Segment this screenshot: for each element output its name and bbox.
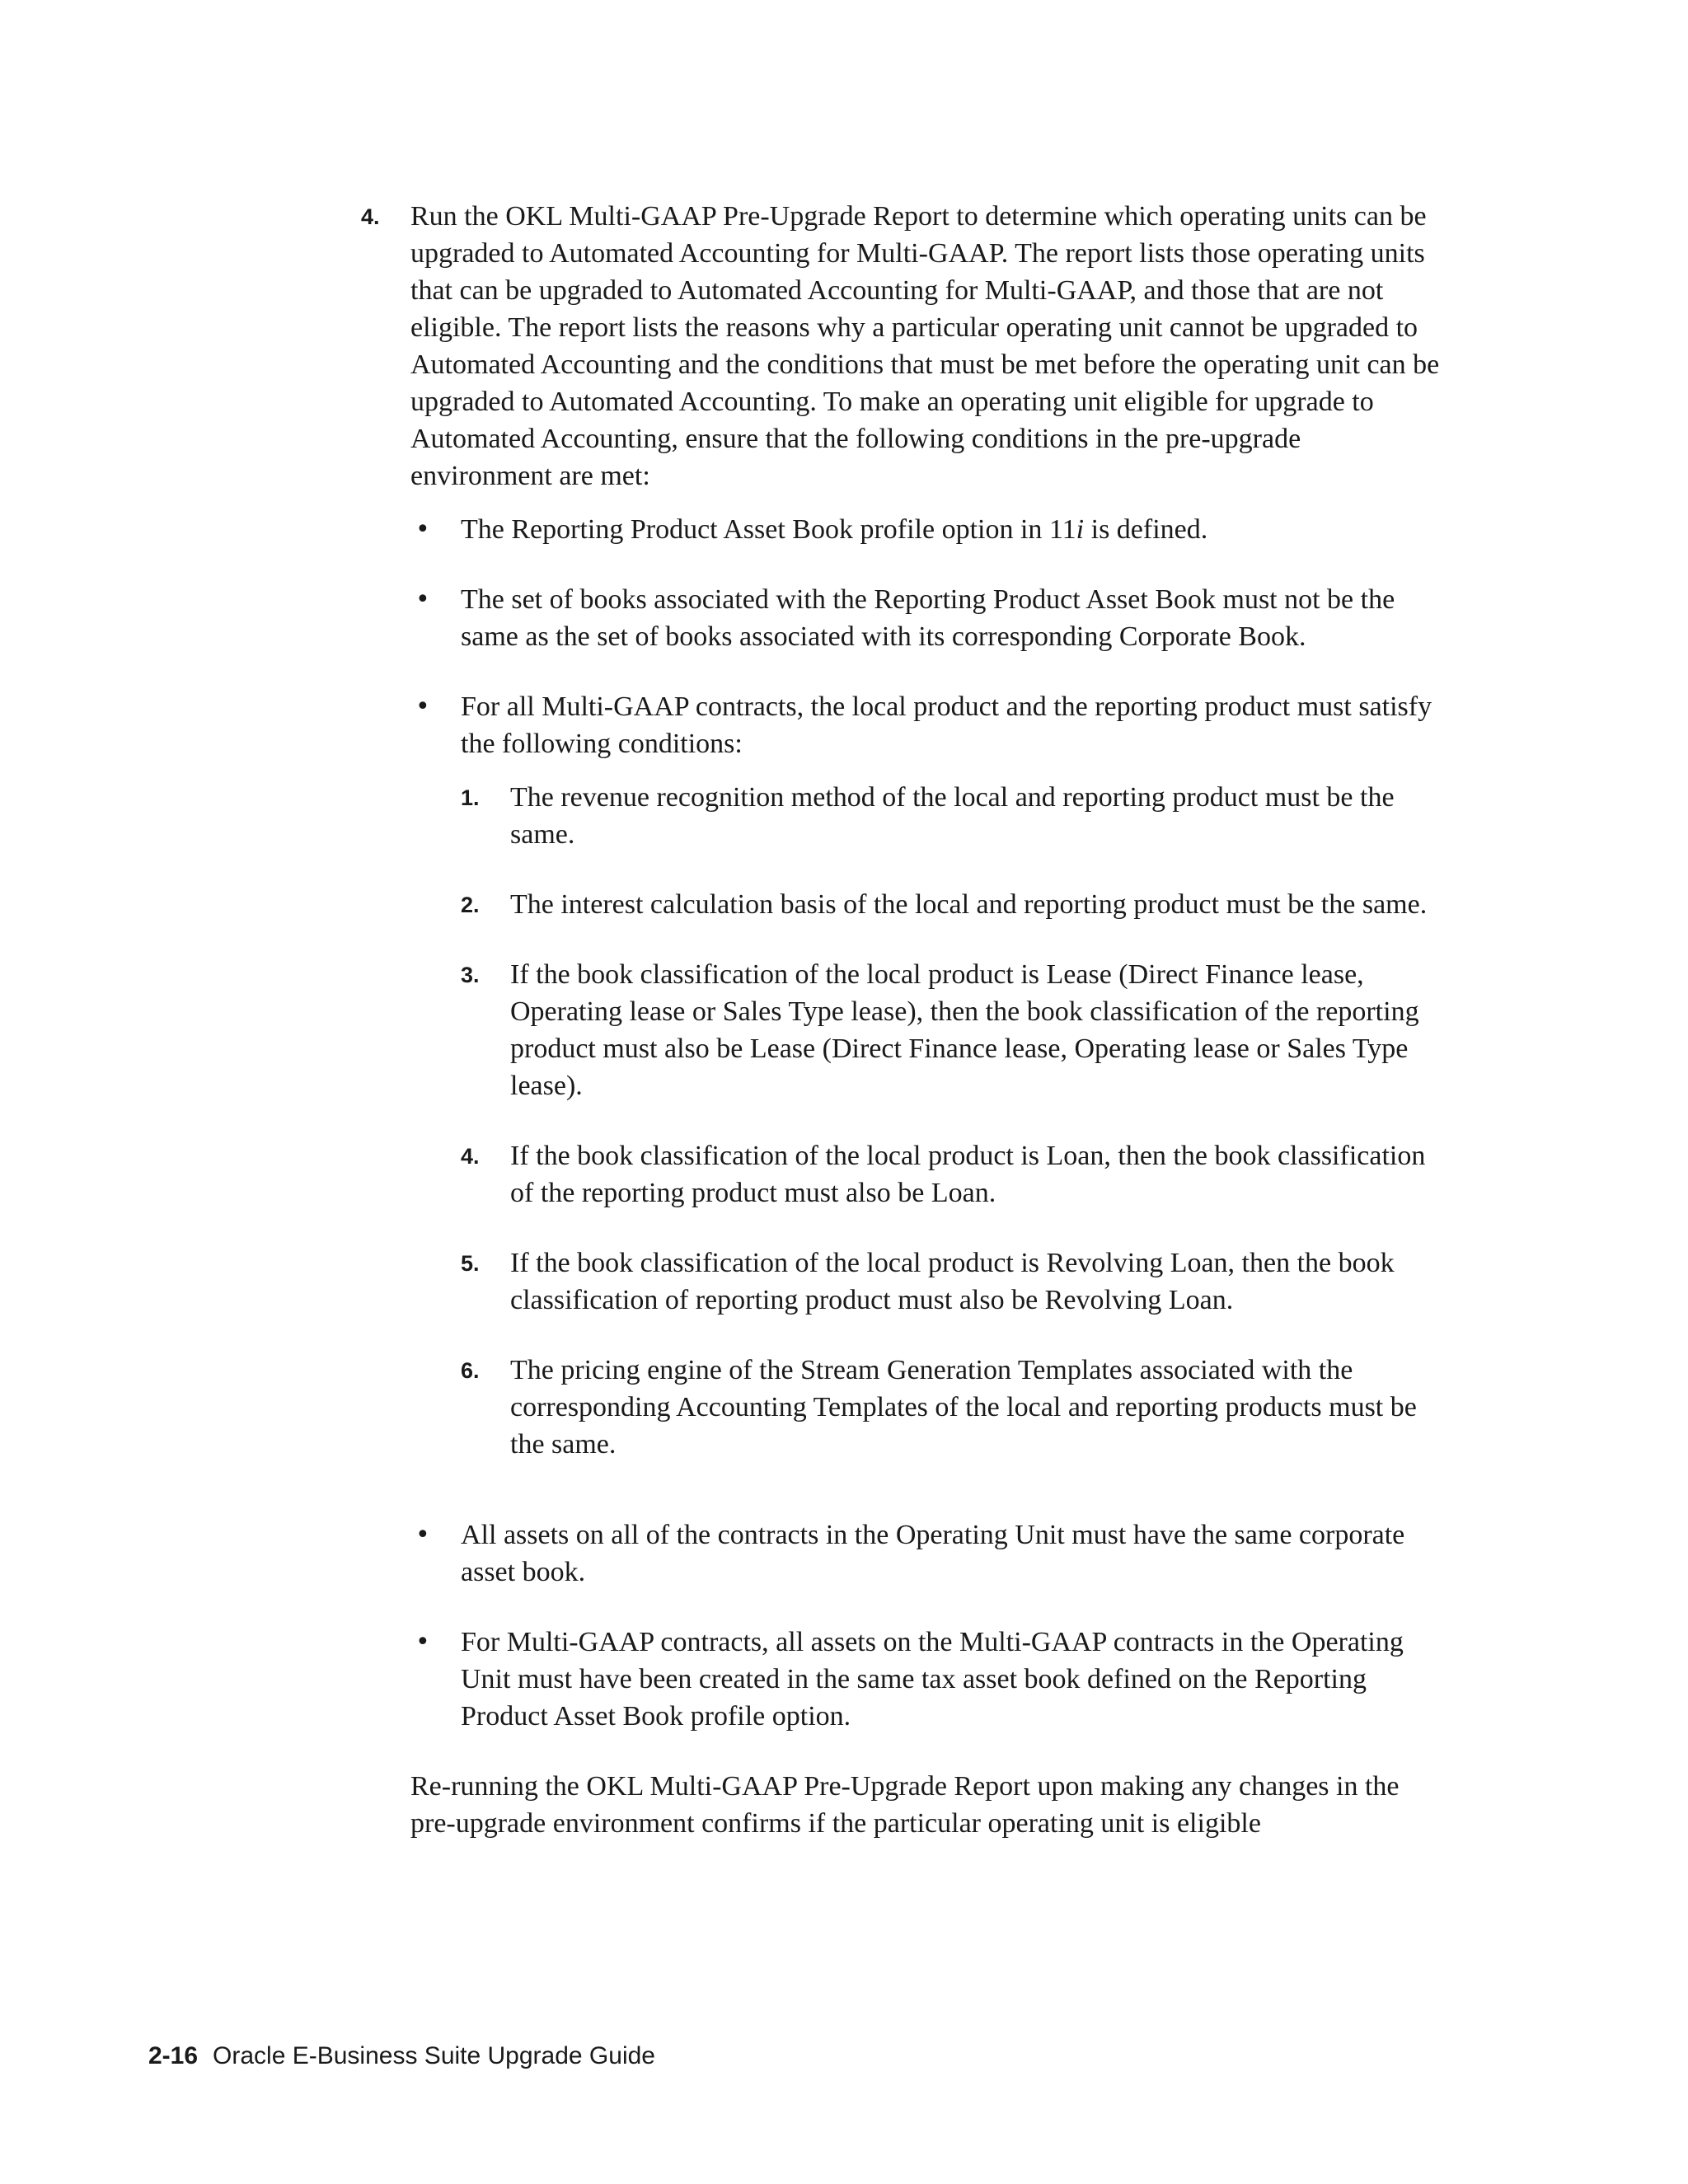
bullet-icon: •: [415, 692, 430, 721]
bullet-icon: •: [415, 585, 430, 614]
condition-item: [461, 1244, 1449, 1319]
bullet-text: For Multi-GAAP contracts, all assets on the Multi-GAAP contracts in the Operating Unit must have been created in the same tax asset book defined on the Reporting Product Asset Book profile option.: [461, 1627, 1404, 1732]
condition-text: If the book classification of the local product is Revolving Loan, then the book classification of reporting product must also be Revolving Loan.: [510, 1248, 1395, 1315]
bullet-text: For all Multi-GAAP contracts, the local product and the reporting product must satisfy the following conditions:: [461, 691, 1432, 759]
product-conditions-list: [461, 779, 1449, 1463]
bullet-item: [361, 1624, 1449, 1735]
condition-text: If the book classification of the local product is Loan, then the book classification of the reporting product must also be Loan.: [510, 1141, 1426, 1208]
condition-item: [461, 1137, 1449, 1212]
condition-number: 3.: [461, 963, 480, 987]
condition-text: The pricing engine of the Stream Generation Templates associated with the corresponding Accounting Templates of the local and reporting products must be the same.: [510, 1355, 1417, 1460]
step-text: Run the OKL Multi-GAAP Pre-Upgrade Report to determine which operating units can be upgraded to Automated Accounting for Multi-GAAP. The report lists those operating units that can be upgraded to Automated Accounting for Multi-GAAP, and those that are not eligible. The report lists the reasons why a particular operating unit cannot be upgraded to Automated Accounting and the conditions that must be met before the operating unit can be upgraded to Automated Accounting. To make an operating unit eligible for upgrade to Automated Accounting, ensure that the following conditions in the pre-upgrade environment are met:: [410, 201, 1440, 491]
bullet-item: [361, 688, 1449, 1463]
bullet-icon: •: [415, 1628, 430, 1657]
guide-title: Oracle E-Business Suite Upgrade Guide: [213, 2042, 655, 2069]
bullet-icon: •: [415, 1521, 430, 1549]
condition-item: [461, 1352, 1449, 1463]
condition-number: 5.: [461, 1251, 480, 1276]
bullet-text-part: is defined.: [1084, 514, 1208, 545]
bullet-item: [361, 581, 1449, 655]
condition-item: [461, 956, 1449, 1104]
bullet-item: [361, 1516, 1449, 1591]
bullet-item: [361, 511, 1449, 548]
condition-text: The interest calculation basis of the local and reporting product must be the same.: [510, 889, 1428, 920]
bullet-text-part: The Reporting Product Asset Book profile option in 11: [461, 514, 1076, 545]
condition-number: 4.: [461, 1144, 480, 1169]
step-number: 4.: [361, 204, 380, 229]
condition-number: 2.: [461, 893, 480, 917]
condition-number: 6.: [461, 1358, 480, 1383]
closing-paragraph: Re-running the OKL Multi-GAAP Pre-Upgrade Report upon making any changes in the pre-upgrade environment confirms if the particular operating unit is eligible: [410, 1771, 1400, 1839]
condition-item: [461, 886, 1449, 923]
bullet-icon: •: [415, 515, 430, 544]
condition-item: [461, 779, 1449, 853]
condition-text: If the book classification of the local product is Lease (Direct Finance lease, Operating lease or Sales Type lease), then the book classification of the reporting product must also be Lease (Direct Finance lease, Operating lease or Sales Type lease).: [510, 959, 1419, 1101]
bullet-text: The set of books associated with the Reporting Product Asset Book must not be the same as the set of books associated with its corresponding Corporate Book.: [461, 584, 1395, 652]
condition-text: The revenue recognition method of the local and reporting product must be the same.: [510, 782, 1395, 850]
conditions-bullet-list: [361, 511, 1449, 1735]
bullet-text-italic: i: [1076, 514, 1085, 545]
bullet-text: [461, 511, 1449, 548]
page-number: 2-16: [148, 2042, 199, 2069]
condition-number: 1.: [461, 785, 480, 810]
page-footer: [148, 2042, 655, 2070]
step-4: [361, 198, 1449, 1842]
bullet-text: All assets on all of the contracts in the Operating Unit must have the same corporate asset book.: [461, 1520, 1405, 1587]
